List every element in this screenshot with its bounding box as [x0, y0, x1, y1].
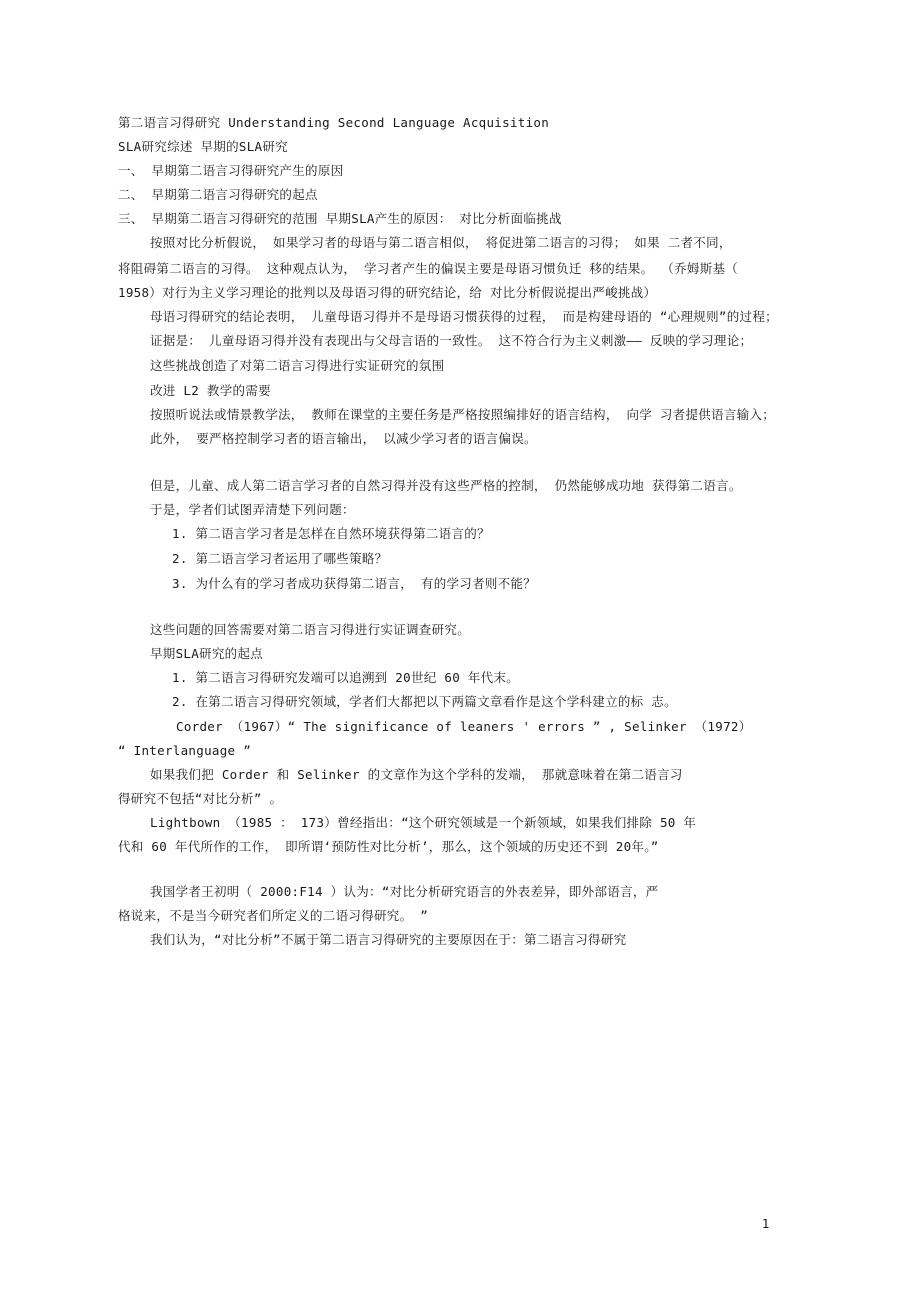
paragraph-line: 按照听说法或情景教学法， 教师在课堂的主要任务是严格按照编排好的语言结构， 向学 习者提供语言输入； [150, 407, 776, 422]
paragraph-line: 格说来，不是当今研究者们所定义的二语习得研究。 ” [118, 908, 429, 923]
subheading: 早期SLA研究的起点 [150, 646, 264, 661]
paragraph-line: Lightbown （1985 ： 173）曾经指出：“这个研究领域是一个新领域，如果我们排除 50 年 [150, 815, 697, 830]
list-item: 1. 第二语言习得研究发端可以追溯到 20世纪 60 年代末。 [172, 670, 520, 685]
subheading: 改进 L2 教学的需要 [150, 383, 271, 398]
page-number: 1 [762, 1217, 770, 1231]
outline-item-3: 三、 早期第二语言习得研究的范围 早期SLA产生的原因： 对比分析面临挑战 [118, 211, 562, 226]
paragraph-line: 此外， 要严格控制学习者的语言输出， 以减少学习者的语言偏误。 [150, 431, 537, 446]
paragraph-line: 证据是： 儿童母语习得并没有表现出与父母言语的一致性。 这不符合行为主义刺激—— 反映的学习理论； [150, 333, 753, 348]
list-item: 3. 为什么有的学习者成功获得第二语言， 有的学习者则不能？ [172, 576, 537, 591]
list-item: 1. 第二语言学习者是怎样在自然环境获得第二语言的？ [172, 526, 490, 541]
paragraph-line: 这些问题的回答需要对第二语言习得进行实证调查研究。 [150, 622, 471, 637]
paragraph-line: 母语习得研究的结论表明， 儿童母语习得并不是母语习惯获得的过程， 而是构建母语的 “心理规则”的过程； [150, 309, 778, 324]
paragraph-line: 这些挑战创造了对第二语言习得进行实证研究的氛围 [150, 358, 445, 373]
citation-line: Corder （1967）“ The significance of leaners ' errors ” , Selinker （1972） [176, 719, 752, 734]
paragraph-line: 如果我们把 Corder 和 Selinker 的文章作为这个学科的发端， 那就意味着在第二语言习 [150, 767, 683, 782]
paragraph-line: 于是，学者们试图弄清楚下列问题： [150, 502, 355, 517]
section-heading: SLA研究综述 早期的SLA研究 [118, 139, 288, 154]
list-item: 2. 第二语言学习者运用了哪些策略？ [172, 551, 388, 566]
paragraph-line: 得研究不包括“对比分析” 。 [118, 791, 283, 806]
paragraph-line: 我们认为，“对比分析”不属于第二语言习得研究的主要原因在于：第二语言习得研究 [150, 932, 627, 947]
paragraph-line: 我国学者王初明（ 2000:F14 ）认为：“对比分析研究语言的外表差异，即外部语言，严 [150, 884, 659, 899]
paragraph-line: 1958）对行为主义学习理论的批判以及母语习得的研究结论，给 对比分析假说提出严峻挑战） [118, 285, 657, 300]
outline-item-1: 一、 早期第二语言习得研究产生的原因 [118, 163, 344, 178]
outline-item-2: 二、 早期第二语言习得研究的起点 [118, 187, 318, 202]
paragraph-line: 将阻碍第二语言的习得。 这种观点认为， 学习者产生的偏误主要是母语习惯负迁 移的结果。 （乔姆斯基（ [118, 261, 739, 276]
paragraph-line: 代和 60 年代所作的工作， 即所谓‘预防性对比分析’，那么，这个领域的历史还不到 20年。” [118, 839, 659, 854]
doc-title: 第二语言习得研究 Understanding Second Language Acquisition [118, 115, 550, 130]
list-item: 2. 在第二语言习得研究领域，学者们大都把以下两篇文章看作是这个学科建立的标 志。 [172, 694, 677, 709]
citation-line: “ Interlanguage ” [118, 743, 252, 758]
paragraph-line: 但是，儿童、成人第二语言学习者的自然习得并没有这些严格的控制， 仍然能够成功地 获得第二语言。 [150, 478, 742, 493]
paragraph-line: 按照对比分析假说， 如果学习者的母语与第二语言相似， 将促进第二语言的习得； 如果 二者不同， [150, 235, 732, 250]
